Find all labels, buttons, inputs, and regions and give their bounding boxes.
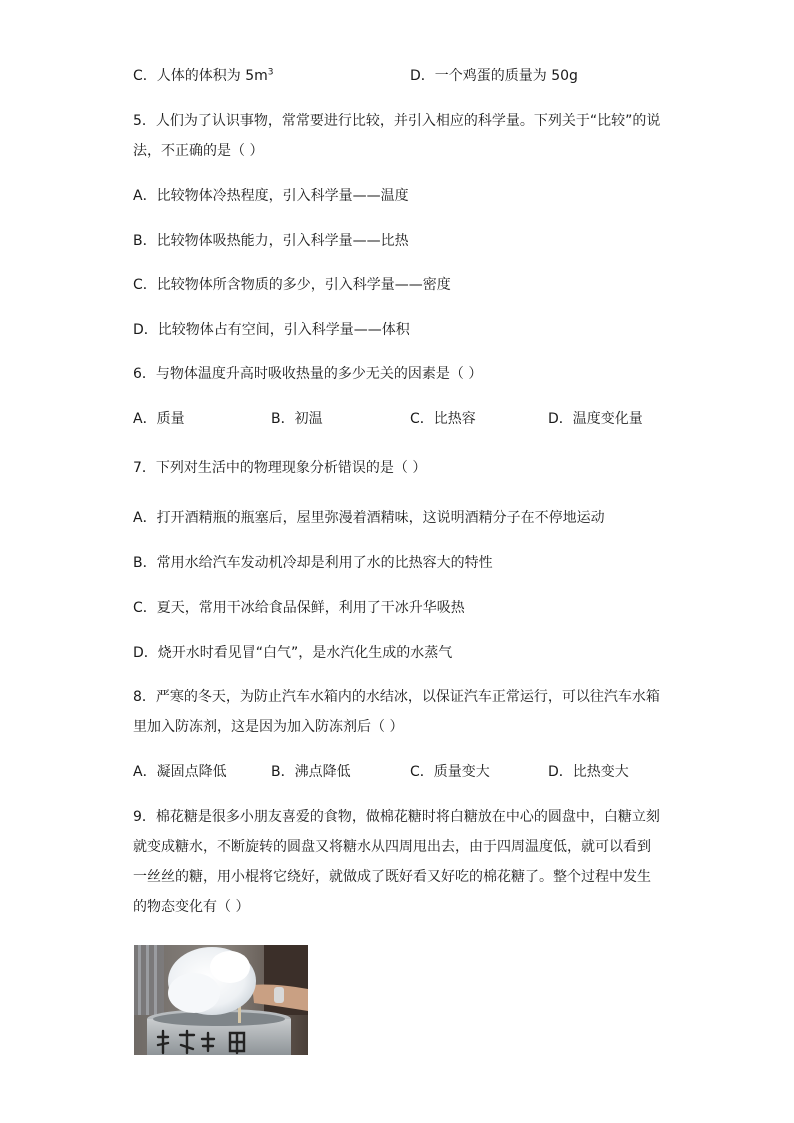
cotton-candy-photo — [134, 945, 308, 1055]
q8-stem-line-1: 8．严寒的冬天，为防止汽车水箱内的水结冰，以保证汽车正常运行，可以往汽车水箱 — [133, 689, 660, 705]
q6-option-a: A．质量 — [133, 411, 185, 427]
q4-option-c-superscript: 3 — [267, 67, 274, 78]
q8-option-a: A．凝固点降低 — [133, 764, 227, 780]
q6-option-b: B．初温 — [271, 411, 323, 427]
q7-option-c: C．夏天，常用干冰给食品保鲜，利用了干冰升华吸热 — [133, 600, 465, 616]
q5-stem-line-1: 5．人们为了认识事物，常常要进行比较，并引入相应的科学量。下列关于“比较”的说 — [133, 113, 661, 129]
q9-stem-line-1: 9．棉花糖是很多小朋友喜爱的食物，做棉花糖时将白糖放在中心的圆盘中，白糖立刻 — [133, 809, 660, 825]
q5-option-b: B．比较物体吸热能力，引入科学量——比热 — [133, 233, 409, 249]
q7-stem: 7．下列对生活中的物理现象分析错误的是（ ） — [133, 460, 427, 476]
q7-option-a: A．打开酒精瓶的瓶塞后，屋里弥漫着酒精味，这说明酒精分子在不停地运动 — [133, 510, 605, 526]
q7-option-d: D．烧开水时看见冒“白气”，是水汽化生成的水蒸气 — [133, 645, 453, 661]
q5-option-a: A．比较物体冷热程度，引入科学量——温度 — [133, 188, 409, 204]
q8-option-b: B．沸点降低 — [271, 764, 351, 780]
q4-option-c-text: C．人体的体积为 5m — [133, 68, 268, 84]
q4-option-c — [133, 66, 274, 86]
cotton-candy-illustration — [134, 945, 308, 1055]
q7-option-b: B．常用水给汽车发动机冷却是利用了水的比热容大的特性 — [133, 555, 493, 571]
q8-option-c: C．质量变大 — [410, 764, 490, 780]
q6-option-c: C．比热容 — [410, 411, 476, 427]
q9-stem-line-4: 的物态变化有（ ） — [133, 899, 250, 915]
q9-stem-line-2: 就变成糖水，不断旋转的圆盘又将糖水从四周甩出去，由于四周温度低，就可以看到 — [133, 839, 651, 855]
q5-option-d: D．比较物体占有空间，引入科学量——体积 — [133, 322, 410, 338]
q6-option-d: D．温度变化量 — [548, 411, 643, 427]
q8-stem-line-2: 里加入防冻剂，这是因为加入防冻剂后（ ） — [133, 719, 404, 735]
q5-option-c: C．比较物体所含物质的多少，引入科学量——密度 — [133, 277, 451, 293]
q4-option-d: D．一个鸡蛋的质量为 50g — [410, 68, 578, 84]
q9-stem-line-3: 一丝丝的糖，用小棍将它绕好，就做成了既好看又好吃的棉花糖了。整个过程中发生 — [133, 869, 651, 885]
q8-option-d: D．比热变大 — [548, 764, 629, 780]
q6-stem: 6．与物体温度升高时吸收热量的多少无关的因素是（ ） — [133, 366, 483, 382]
q5-stem-line-2: 法，不正确的是（ ） — [133, 143, 264, 159]
